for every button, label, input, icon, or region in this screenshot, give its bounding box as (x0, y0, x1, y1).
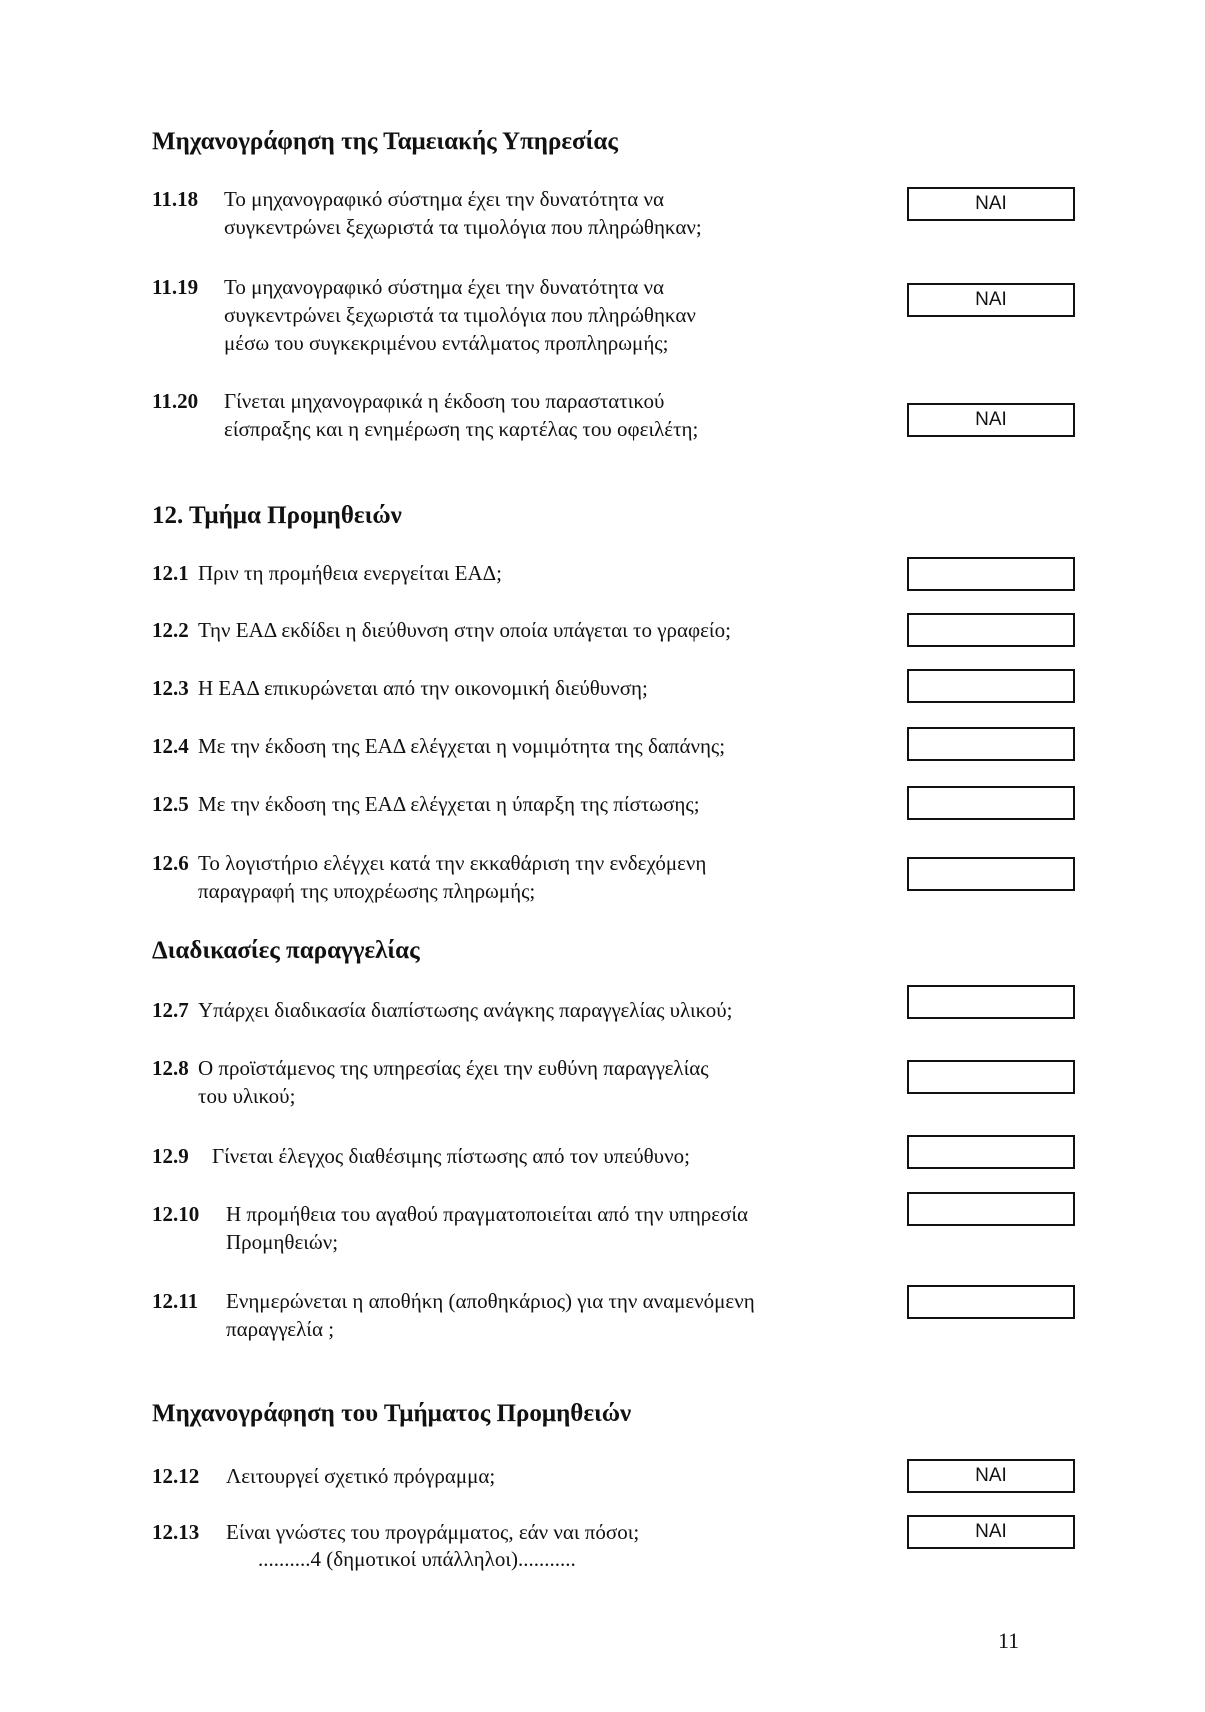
answer-box[interactable]: ΝΑΙ (907, 283, 1075, 317)
section-heading-procurement-mechanization: Μηχανογράφηση του Τμήματος Προμηθειών (152, 1400, 632, 1427)
answer-box[interactable] (907, 613, 1075, 647)
question-text: Την ΕΑΔ εκδίδει η διεύθυνση στην οποία υπάγεται το γραφείο; (198, 618, 731, 642)
answer-box[interactable] (907, 727, 1075, 761)
answer-box[interactable] (907, 985, 1075, 1019)
question-text: Λειτουργεί σχετικό πρόγραμμα; (226, 1464, 496, 1488)
answer-box[interactable] (907, 786, 1075, 820)
answer-box[interactable] (907, 857, 1075, 891)
question-text: Γίνεται έλεγχος διαθέσιμης πίστωσης από τον υπεύθυνο; (212, 1144, 690, 1168)
question-number: 12.8 (152, 1056, 189, 1080)
question-number: 12.12 (152, 1464, 200, 1488)
question-text: Υπάρχει διαδικασία διαπίστωσης ανάγκης παραγγελίας υλικού; (198, 998, 733, 1022)
question-text: Ενημερώνεται η αποθήκη (αποθηκάριος) για την αναμενόμενη παραγγελία ; (226, 1289, 755, 1341)
answer-box[interactable] (907, 1285, 1075, 1319)
question-number: 12.11 (152, 1289, 199, 1313)
answer-box[interactable]: ΝΑΙ (907, 403, 1075, 437)
answer-box[interactable] (907, 557, 1075, 591)
handwritten-answer-note: ..........4 (δημοτικοί υπάλληλοι)........... (258, 1547, 576, 1571)
question-number: 12.6 (152, 851, 189, 875)
answer-box[interactable]: ΝΑΙ (907, 1515, 1075, 1549)
question-text: Το μηχανογραφικό σύστημα έχει την δυνατότητα να συγκεντρώνει ξεχωριστά τα τιμολόγια που πληρώθηκαν μέσω του συγκεκριμένου εντάλματος προπληρωμής; (224, 275, 696, 355)
question-number: 11.19 (152, 275, 199, 299)
question-text: Πριν τη προμήθεια ενεργείται ΕΑΔ; (198, 561, 502, 585)
question-text: Με την έκδοση της ΕΑΔ ελέγχεται η νομιμότητα της δαπάνης; (198, 734, 726, 758)
question-number: 12.9 (152, 1144, 189, 1168)
question-number: 12.10 (152, 1202, 200, 1226)
question-number: 12.1 (152, 561, 189, 585)
answer-box[interactable]: ΝΑΙ (907, 187, 1075, 221)
answer-box[interactable] (907, 669, 1075, 703)
question-text: Το λογιστήριο ελέγχει κατά την εκκαθάριση την ενδεχόμενη παραγραφή της υποχρέωσης πληρωμής; (198, 851, 707, 903)
question-text: Ο προϊστάμενος της υπηρεσίας έχει την ευθύνη παραγγελίας του υλικού; (198, 1056, 709, 1108)
question-text: Το μηχανογραφικό σύστημα έχει την δυνατότητα να συγκεντρώνει ξεχωριστά τα τιμολόγια που πληρώθηκαν; (224, 187, 702, 239)
section-heading-procurement: 12. Τμήμα Προμηθειών (152, 502, 402, 529)
question-number: 12.4 (152, 734, 189, 758)
question-text: Είναι γνώστες του προγράμματος, εάν ναι πόσοι; (226, 1520, 640, 1544)
answer-box[interactable] (907, 1060, 1075, 1094)
question-text: Με την έκδοση της ΕΑΔ ελέγχεται η ύπαρξη της πίστωσης; (198, 792, 700, 816)
answer-box[interactable] (907, 1135, 1075, 1169)
question-number: 12.13 (152, 1520, 200, 1544)
answer-box[interactable] (907, 1192, 1075, 1226)
question-text: Η ΕΑΔ επικυρώνεται από την οικονομική διεύθυνση; (198, 676, 648, 700)
question-number: 11.18 (152, 187, 199, 211)
question-text: Η προμήθεια του αγαθού πραγματοποιείται από την υπηρεσία Προμηθειών; (226, 1202, 748, 1254)
question-number: 12.2 (152, 618, 189, 642)
section-heading-cash-service: Μηχανογράφηση της Ταμειακής Υπηρεσίας (152, 128, 618, 155)
section-heading-orders: Διαδικασίες παραγγελίας (152, 937, 420, 964)
answer-box[interactable]: ΝΑΙ (907, 1459, 1075, 1493)
question-number: 12.7 (152, 998, 189, 1022)
question-text: Γίνεται μηχανογραφικά η έκδοση του παραστατικού είσπραξης και η ενημέρωση της καρτέλας του οφειλέτη; (224, 389, 699, 441)
question-number: 12.3 (152, 676, 189, 700)
question-number: 12.5 (152, 792, 189, 816)
page-number: 11 (998, 1628, 1020, 1653)
question-number: 11.20 (152, 389, 199, 413)
